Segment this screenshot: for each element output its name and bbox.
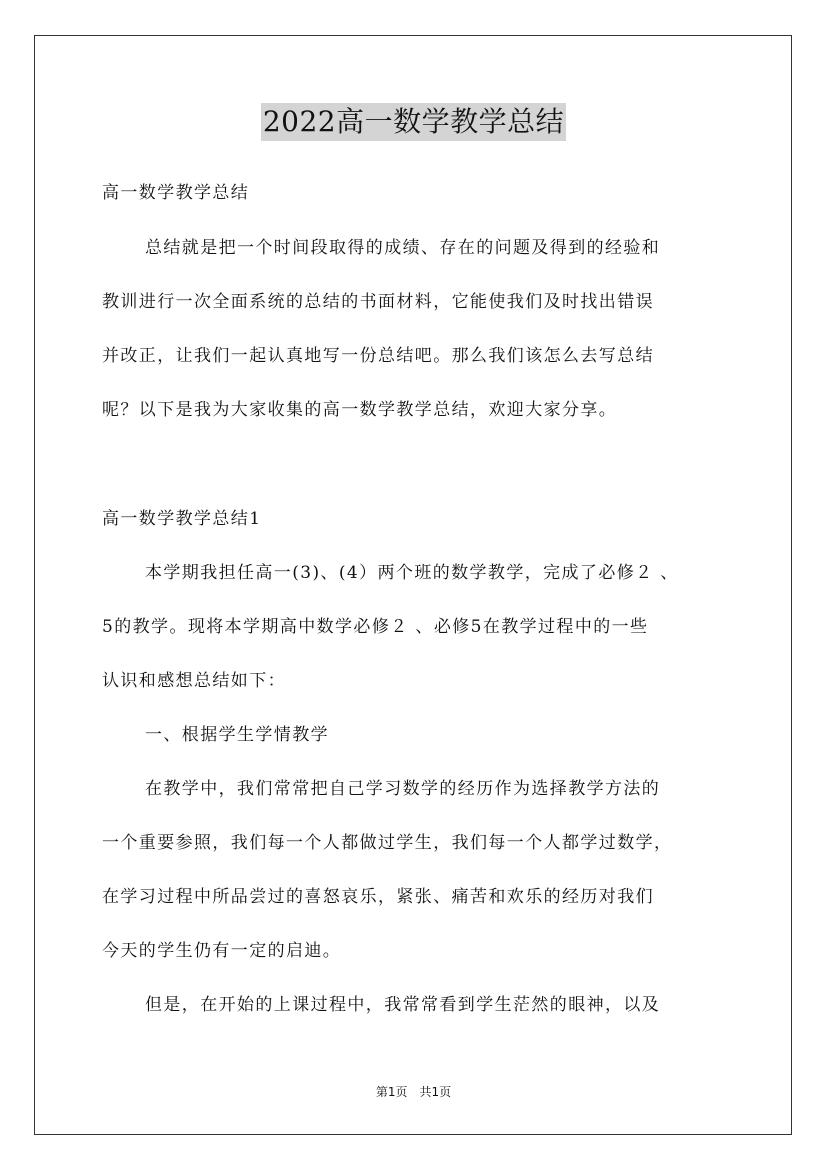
subsection-heading: 一、根据学生学情教学 [145, 725, 329, 745]
intro-line: 呢？以下是我为大家收集的高一数学教学总结，欢迎大家分享。 [102, 400, 618, 420]
intro-line: 并改正，让我们一起认真地写一份总结吧。那么我们该怎么去写总结 [102, 346, 654, 366]
intro-line: 教训进行一次全面系统的总结的书面材料，它能使我们及时找出错误 [102, 292, 654, 312]
paragraph-line: 一个重要参照，我们每一个人都做过学生，我们每一个人都学过数学， [102, 833, 673, 853]
page-footer: 第1页 共1页 [375, 1085, 452, 1099]
paragraph-line: 今天的学生仍有一定的启迪。 [102, 941, 342, 961]
paragraph-line: 本学期我担任高一(3)、(4）两个班的数学教学，完成了必修２ 、 [145, 563, 679, 583]
subheading: 高一数学教学总结 [102, 183, 250, 203]
paragraph-line: 认识和感想总结如下： [102, 671, 286, 691]
document-title-text: 2022高一数学教学总结 [261, 103, 566, 141]
paragraph-line: 但是，在开始的上课过程中，我常常看到学生茫然的眼神，以及 [145, 995, 661, 1015]
document-title [0, 103, 827, 141]
paragraph-line: 在学习过程中所品尝过的喜怒哀乐，紧张、痛苦和欢乐的经历对我们 [102, 887, 654, 907]
paragraph-line: 在教学中，我们常常把自己学习数学的经历作为选择教学方法的 [145, 779, 661, 799]
paragraph-line: 5的教学。现将本学期高中数学必修２ 、必修5在教学过程中的一些 [102, 617, 649, 637]
intro-line: 总结就是把一个时间段取得的成绩、存在的问题及得到的经验和 [145, 238, 661, 258]
section-heading: 高一数学教学总结1 [102, 509, 262, 529]
